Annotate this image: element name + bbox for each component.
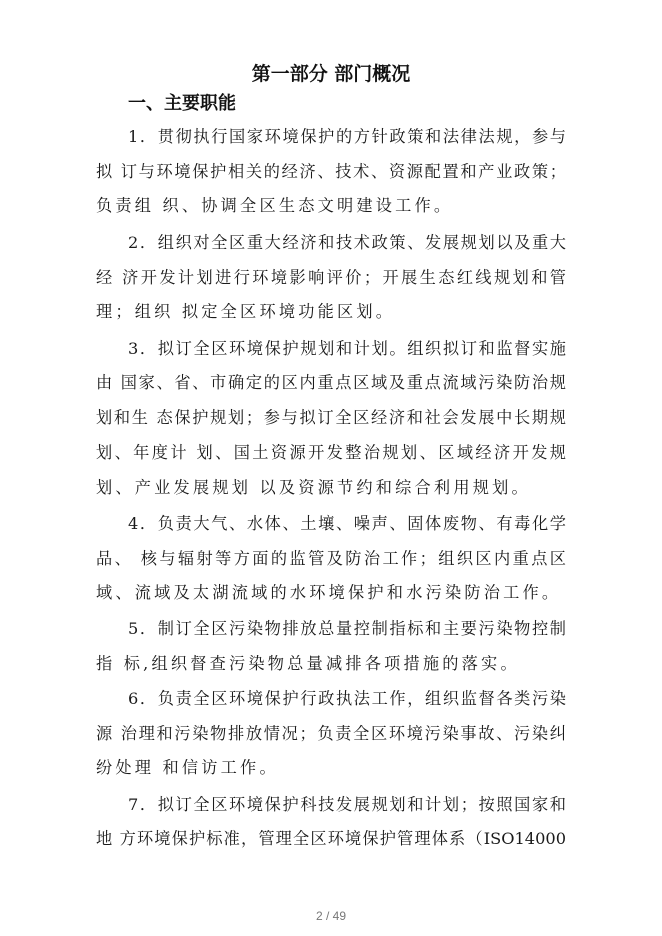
text-line: 划和生 态保护规划；参与拟订全区经济和社会发展中长期规	[96, 408, 566, 427]
text-line: 由 国家、省、市确定的区内重点区域及重点流域污染防治规	[96, 373, 566, 392]
text-line: 4．负责大气、水体、土壤、噪声、固体废物、有毒化学	[128, 514, 566, 533]
text-line: 3．拟订全区环境保护规划和计划。组织拟订和监督实施	[128, 339, 566, 358]
text-line: 纷处理 和信访工作。	[96, 758, 279, 777]
text-line: 理；组织 拟定全区环境功能区划。	[96, 302, 396, 321]
text-line: 拟 订与环境保护相关的经济、技术、资源配置和产业政策；	[96, 162, 566, 181]
text-line: 6．负责全区环境保护行政执法工作，组织监督各类污染	[128, 689, 566, 708]
page-title: 第一部分 部门概况	[251, 63, 411, 85]
text-line: 域、流域及太湖流域的水环境保护和水污染防治工作。	[96, 583, 562, 602]
section-heading: 一、主要职能	[128, 93, 236, 114]
text-line: 1．贯彻执行国家环境保护的方针政策和法律法规，参与	[128, 127, 566, 146]
text-line: 负责组 织、协调全区生态文明建设工作。	[96, 196, 454, 215]
text-line: 经 济开发计划进行环境影响评价；开展生态红线规划和管	[96, 268, 566, 287]
text-line: 划、年度计 划、国土资源开发整治规划、区域经济开发规	[96, 443, 566, 462]
text-line: 2．组织对全区重大经济和技术政策、发展规划以及重大	[128, 233, 566, 252]
text-line: 指 标,组织督查污染物总量减排各项措施的落实。	[96, 654, 520, 673]
text-line: 划、产业发展规划 以及资源节约和综合利用规划。	[96, 478, 531, 497]
page-indicator: 2 / 49	[315, 909, 347, 923]
text-line: 5．制订全区污染物排放总量控制指标和主要污染物控制	[128, 619, 566, 638]
text-line: 7．拟订全区环境保护科技发展规划和计划；按照国家和	[128, 795, 566, 814]
text-line: 地 方环境保护标准，管理全区环境保护管理体系（ISO14000	[96, 829, 566, 848]
text-line: 源 治理和污染物排放情况；负责全区环境污染事故、污染纠	[96, 724, 566, 743]
text-line: 品、 核与辐射等方面的监管及防治工作；组织区内重点区	[96, 549, 566, 568]
